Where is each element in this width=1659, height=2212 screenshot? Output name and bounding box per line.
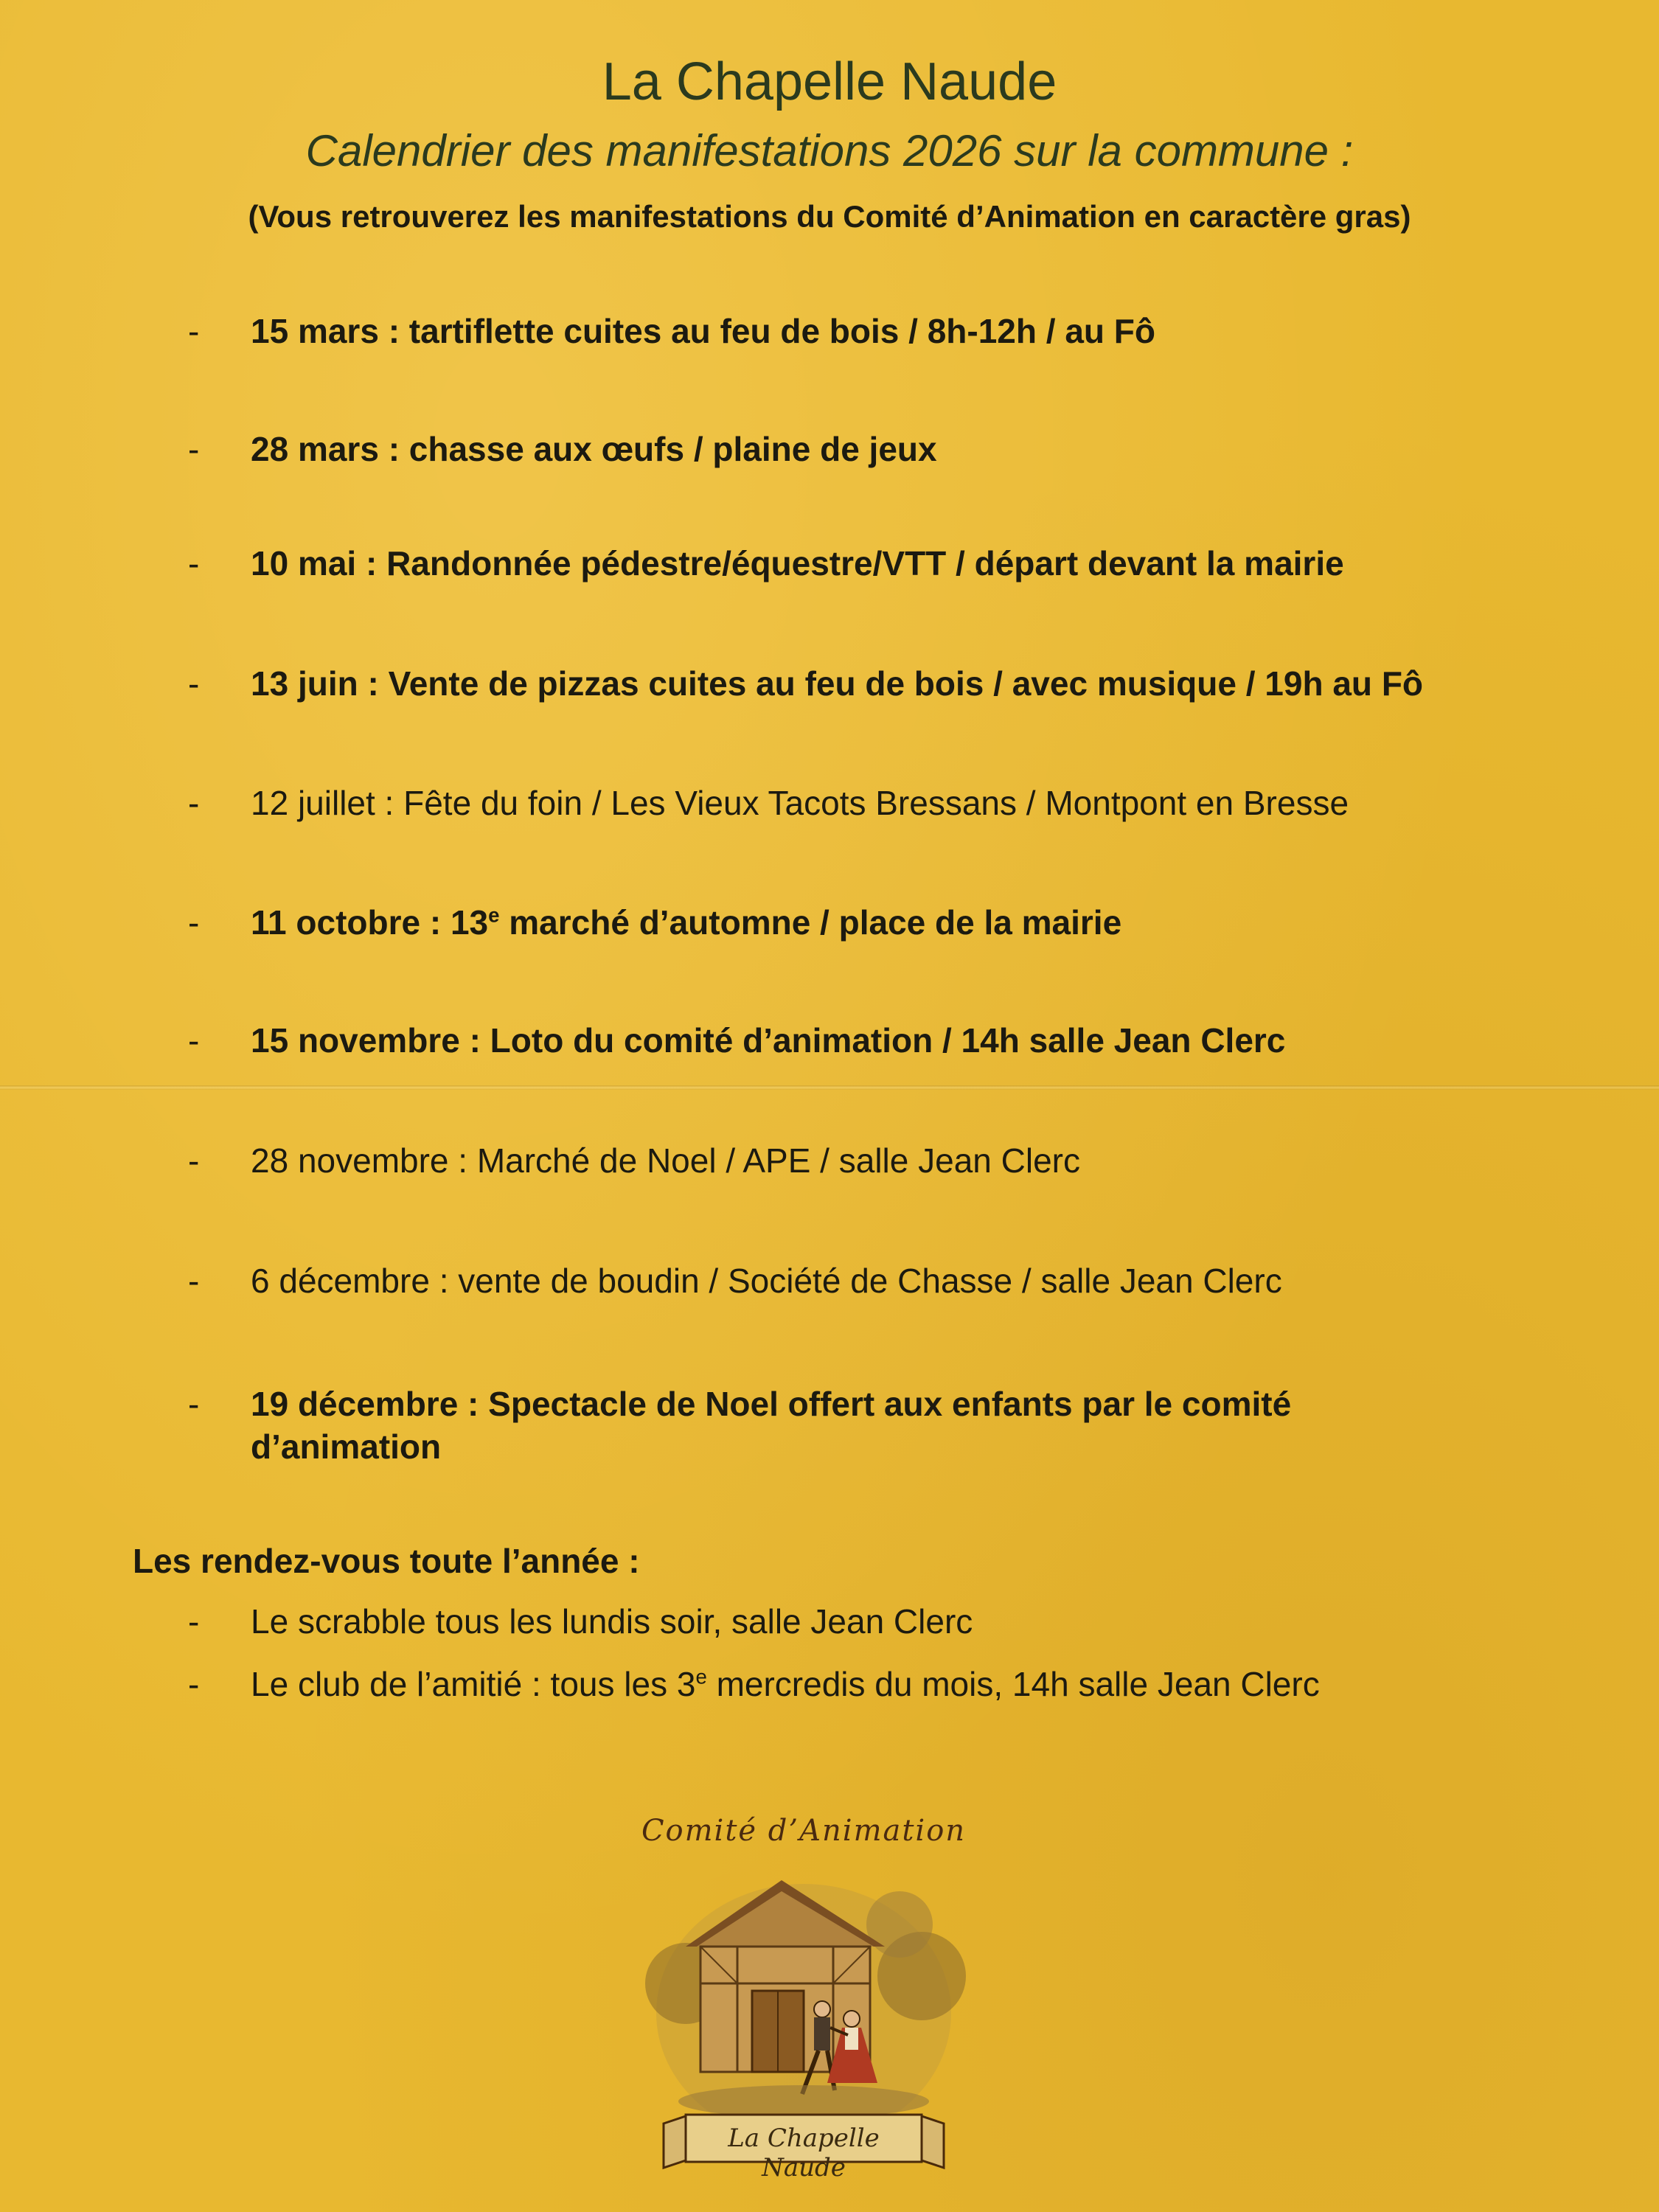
event-text: 15 novembre : Loto du comité d’animation / 14h salle Jean Clerc bbox=[251, 1021, 1286, 1060]
list-dash: - bbox=[188, 430, 200, 468]
page-title: La Chapelle Naude bbox=[602, 52, 1057, 111]
event-item bbox=[188, 901, 1589, 944]
event-item bbox=[188, 1139, 1589, 1182]
event-item bbox=[188, 542, 1589, 585]
list-dash: - bbox=[188, 903, 200, 942]
event-item bbox=[188, 310, 1589, 352]
yearround-text: Le club de l’amitié : tous les 3e mercredis du mois, 14h salle Jean Clerc bbox=[251, 1665, 1320, 1703]
list-dash: - bbox=[188, 664, 200, 703]
list-dash: - bbox=[188, 312, 200, 350]
list-dash: - bbox=[188, 784, 200, 822]
paper-fold-line bbox=[0, 1085, 1659, 1090]
event-item bbox=[188, 782, 1589, 824]
event-item bbox=[188, 1019, 1589, 1062]
comite-animation-logo bbox=[634, 1799, 973, 2183]
event-item bbox=[188, 428, 1589, 470]
event-item bbox=[188, 662, 1589, 705]
logo-banner-text: La Chapelle Naude bbox=[728, 2124, 880, 2183]
event-text: 28 novembre : Marché de Noel / APE / salle Jean Clerc bbox=[251, 1141, 1081, 1180]
event-text: 10 mai : Randonnée pédestre/équestre/VTT / départ devant la mairie bbox=[251, 544, 1344, 582]
list-dash: - bbox=[188, 1262, 200, 1300]
event-text: 28 mars : chasse aux œufs / plaine de jeux bbox=[251, 430, 937, 468]
list-dash: - bbox=[188, 1665, 200, 1703]
yearround-title: Les rendez-vous toute l’année : bbox=[133, 1542, 640, 1580]
list-dash: - bbox=[188, 1021, 200, 1060]
list-dash: - bbox=[188, 1385, 200, 1423]
yearround-text: Le scrabble tous les lundis soir, salle Jean Clerc bbox=[251, 1602, 973, 1641]
list-dash: - bbox=[188, 1141, 200, 1180]
yearround-item bbox=[188, 1600, 1589, 1643]
event-text: 12 juillet : Fête du foin / Les Vieux Tacots Bressans / Montpont en Bresse bbox=[251, 784, 1349, 822]
logo-arc-text: Comité d’Animation bbox=[641, 1814, 967, 1848]
list-dash: - bbox=[188, 1602, 200, 1641]
page-subtitle: Calendrier des manifestations 2026 sur la commune : bbox=[305, 126, 1354, 175]
event-text: 6 décembre : vente de boudin / Société de Chasse / salle Jean Clerc bbox=[251, 1262, 1282, 1300]
event-text: 19 décembre : Spectacle de Noel offert aux enfants par le comité d’animation bbox=[251, 1385, 1292, 1466]
event-item bbox=[188, 1259, 1589, 1302]
yearround-item bbox=[188, 1663, 1589, 1705]
event-item bbox=[188, 1382, 1441, 1468]
bold-legend-note: (Vous retrouverez les manifestations du Comité d’Animation en caractère gras) bbox=[248, 199, 1411, 234]
event-text: 15 mars : tartiflette cuites au feu de bois / 8h-12h / au Fô bbox=[251, 312, 1155, 350]
event-text: 13 juin : Vente de pizzas cuites au feu de bois / avec musique / 19h au Fô bbox=[251, 664, 1424, 703]
list-dash: - bbox=[188, 544, 200, 582]
event-text: 11 octobre : 13e marché d’automne / place de la mairie bbox=[251, 903, 1122, 942]
